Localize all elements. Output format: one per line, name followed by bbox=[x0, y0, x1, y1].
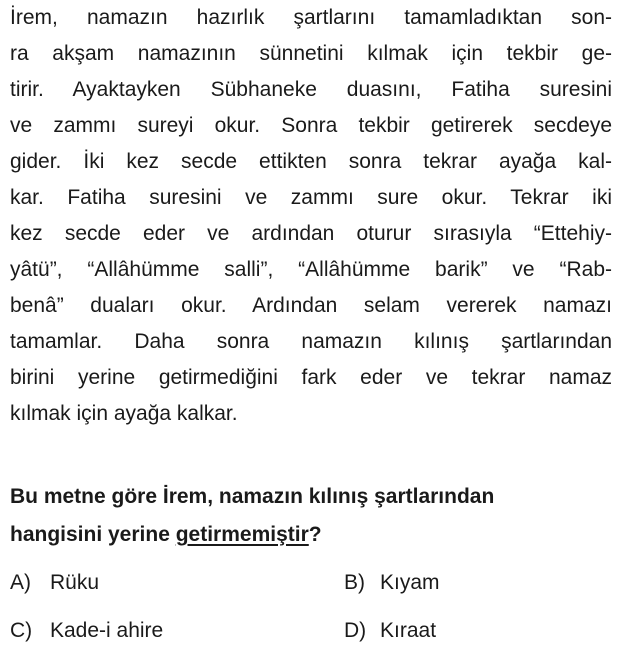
question-line-2 bbox=[10, 516, 612, 554]
question-text: hangisini yerine bbox=[10, 523, 176, 546]
passage-line: benâ” duaları okur. Ardından selam vererek namazı bbox=[10, 294, 612, 317]
option-text: Rüku bbox=[50, 571, 100, 594]
option-text: Kade-i ahire bbox=[50, 619, 164, 642]
underlined-keyword: getirmemiştir bbox=[175, 523, 309, 546]
option-text: Kıyam bbox=[380, 571, 440, 594]
question-passage bbox=[10, 0, 612, 432]
option-text: Kıraat bbox=[380, 619, 437, 642]
passage-line: gider. İki kez secde ettikten sonra tekrar ayağa kal- bbox=[10, 150, 612, 173]
passage-line: birini yerine getirmediğini fark eder ve tekrar namaz bbox=[10, 366, 612, 389]
passage-line: ra akşam namazının sünnetini kılmak için tekbir ge- bbox=[10, 42, 612, 65]
option-d[interactable] bbox=[344, 616, 436, 646]
option-letter: C) bbox=[10, 619, 33, 642]
option-letter: A) bbox=[10, 571, 31, 594]
passage-line: kılmak için ayağa kalkar. bbox=[10, 402, 238, 425]
option-letter: B) bbox=[344, 571, 365, 594]
question-stem bbox=[10, 478, 612, 554]
option-b[interactable] bbox=[344, 568, 440, 598]
option-c[interactable] bbox=[10, 616, 163, 646]
question-mark: ? bbox=[308, 523, 322, 546]
passage-line: İrem, namazın hazırlık şartlarını tamamladıktan son- bbox=[10, 6, 612, 29]
passage-line: kar. Fatiha suresini ve zammı sure okur. Tekrar iki bbox=[10, 186, 612, 209]
passage-line: tirir. Ayaktayken Sübhaneke duasını, Fatiha suresini bbox=[10, 78, 612, 101]
passage-line: kez secde eder ve ardından oturur sırasıyla “Ettehiy- bbox=[10, 222, 612, 245]
option-a[interactable] bbox=[10, 568, 99, 598]
passage-line: ve zammı sureyi okur. Sonra tekbir getirerek secdeye bbox=[10, 114, 612, 137]
option-letter: D) bbox=[344, 619, 367, 642]
passage-line: tamamlar. Daha sonra namazın kılınış şartlarından bbox=[10, 330, 612, 353]
question-line-1: Bu metne göre İrem, namazın kılınış şartlarından bbox=[10, 485, 495, 508]
passage-line: yâtü”, “Allâhümme salli”, “Allâhümme barik” ve “Rab- bbox=[10, 258, 612, 281]
